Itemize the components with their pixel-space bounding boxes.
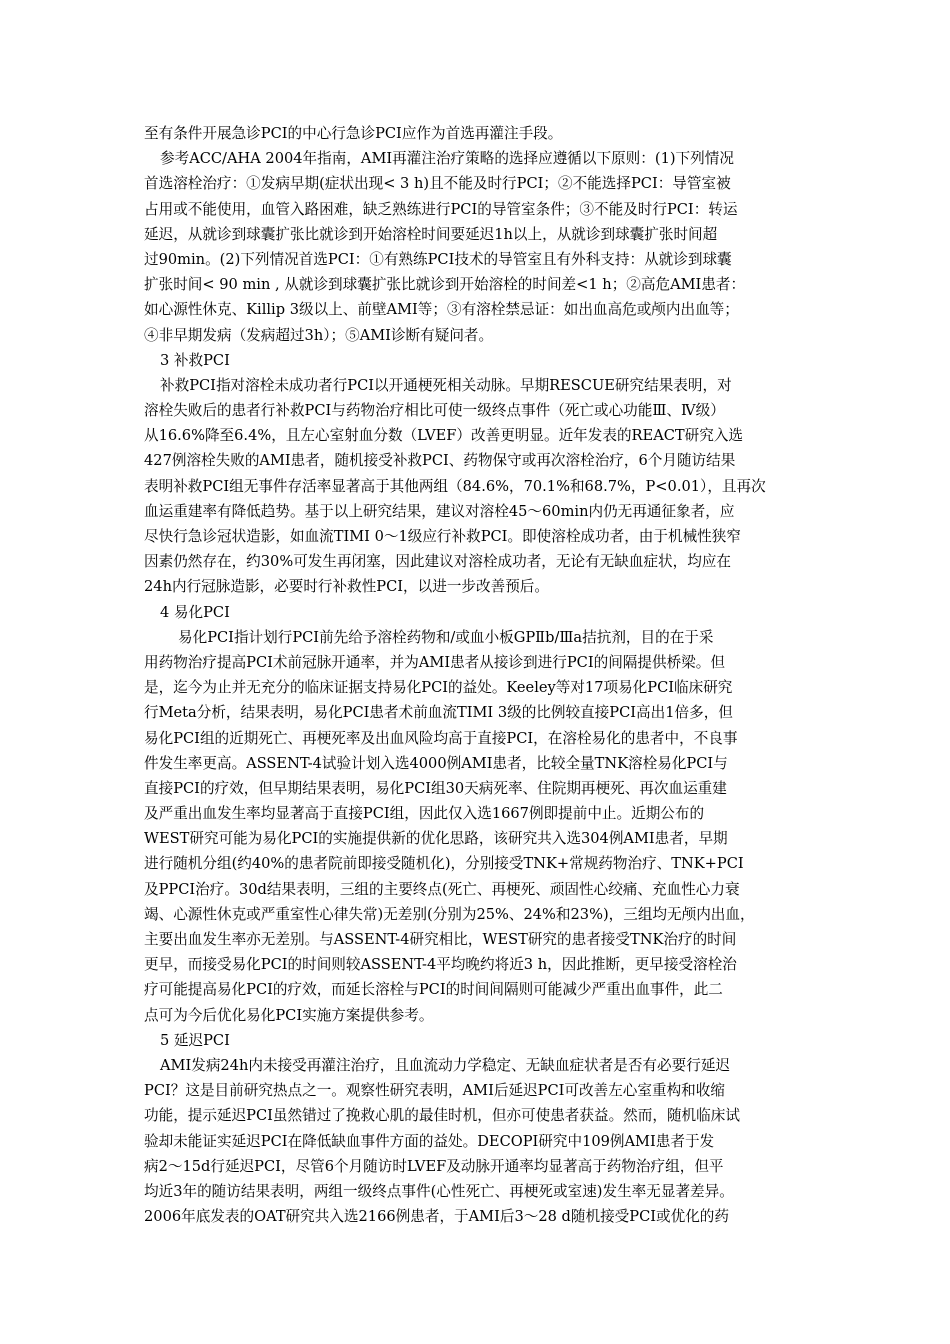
text-line: 2006年底发表的OAT研究共入选2166例患者，于AMI后3～28 d随机接受PCI或优化的药 [144,1208,729,1226]
text-line: AMI发病24h内未接受再灌注治疗，且血流动力学稳定、无缺血症状者是否有必要行延迟 [160,1056,731,1074]
text-line: 及严重出血发生率均显著高于直接PCI组，因此仅入选1667例即提前中止。近期公布的 [144,805,705,823]
text-line: 更早，而接受易化PCI的时间则较ASSENT-4平均晚约将近3 h，因此推断，更早接受溶栓治 [144,956,737,974]
text-line: 主要出血发生率亦无差别。与ASSENT-4研究相比，WEST研究的患者接受TNK治疗的时间 [144,931,737,948]
text-line: 从16.6%降至6.4%，且左心室射血分数（LVEF）改善更明显。近年发表的REACT研究入选 [144,427,744,445]
text-line: 疗可能提高易化PCI的疗效，而延长溶栓与PCI的时间间隔则可能减少严重出血事件，此二 [144,981,723,999]
text-line: 表明补救PCI组无事件存活率显著高于其他两组（84.6%，70.1%和68.7%，P<0.01），且再次 [144,477,766,495]
text-line: 占用或不能使用，血管入路困难，缺乏熟练进行PCI的导管室条件；③不能及时行PCI：转运 [144,200,738,218]
text-line: 扩张时间< 90 min , 从就诊到球囊扩张比就诊到开始溶栓的时间差<1 h；②高危AMI患者： [144,276,746,294]
text-line: 病2～15d行延迟PCI，尽管6个月随访时LVEF及动脉开通率均显著高于药物治疗组，但平 [144,1157,724,1175]
text-line: 验却未能证实延迟PCI在降低缺血事件方面的益处。DECOPI研究中109例AMI患者于发 [144,1132,715,1150]
text-line: 3 补救PCI [160,351,230,369]
text-line: 因素仍然存在，约30%可发生再闭塞，因此建议对溶栓成功者，无论有无缺血症状，均应在 [144,553,732,571]
text-line: 过90min。(2)下列情况首选PCI：①有熟练PCI技术的导管室且有外科支持：从就诊到球囊 [144,250,732,268]
text-line: 24h内行冠脉造影，必要时行补救性PCI，以进一步改善预后。 [144,578,549,596]
text-line: 行Meta分析，结果表明，易化PCI患者术前血流TIMI 3级的比例较直接PCI高出1倍多，但 [144,704,733,722]
text-line: 是，迄今为止并无充分的临床证据支持易化PCI的益处。Keeley等对17项易化PCI临床研究 [144,679,733,697]
text-line: 首选溶栓治疗：①发病早期(症状出现< 3 h)且不能及时行PCI；②不能选择PCI：导管室被 [144,175,731,193]
text-line: 用药物治疗提高PCI术前冠脉开通率，并为AMI患者从接诊到进行PCI的间隔提供桥梁。但 [144,653,725,671]
text-line: 4 易化PCI [160,603,230,621]
text-line: 竭、心源性休克或严重室性心律失常)无差别(分别为25%、24%和23%)，三组均无颅内出血， [144,905,755,923]
text-line: ④非早期发病（发病超过3h）；⑤AMI诊断有疑问者。 [144,326,494,344]
text-line: 功能，提示延迟PCI虽然错过了挽救心肌的最佳时机，但亦可使患者获益。然而，随机临床试 [144,1107,740,1125]
text-line: WEST研究可能为易化PCI的实施提供新的优化思路，该研究共入选304例AMI患者，早期 [144,830,728,848]
text-line: 直接PCI的疗效，但早期结果表明，易化PCI组30天病死率、住院期再梗死、再次血运重建 [144,779,727,797]
text-line: 尽快行急诊冠状造影，如血流TIMI 0～1级应行补救PCI。即使溶栓成功者，由于机械性狭窄 [144,528,741,545]
text-line: 及PPCI治疗。30d结果表明，三组的主要终点(死亡、再梗死、顽固性心绞痛、充血性心力衰 [144,880,740,898]
text-line: 427例溶栓失败的AMI患者，随机接受补救PCI、药物保守或再次溶栓治疗，6个月随访结果 [144,452,736,470]
text-line: 5 延迟PCI [160,1031,230,1049]
text-line: 如心源性休克、Killip 3级以上、前壁AMI等；③有溶栓禁忌证：如出血高危或颅内出血等； [144,301,739,319]
text-line: 均近3年的随访结果表明，两组一级终点事件(心性死亡、再梗死或室速)发生率无显著差异。 [144,1182,734,1200]
text-line: 补救PCI指对溶栓未成功者行PCI以开通梗死相关动脉。早期RESCUE研究结果表明，对 [160,376,732,394]
text-line: 件发生率更高。ASSENT-4试验计划入选4000例AMI患者，比较全量TNK溶栓易化PCI与 [144,754,728,772]
text-line: 进行随机分组(约40%的患者院前即接受随机化)，分别接受TNK+常规药物治疗、TNK+PCI [144,855,744,873]
text-line: 溶栓失败后的患者行补救PCI与药物治疗相比可使一级终点事件（死亡或心功能Ⅲ、Ⅳ级） [144,402,725,420]
text-line: 延迟，从就诊到球囊扩张比就诊到开始溶栓时间要延迟1h以上，从就诊到球囊扩张时间超 [144,225,718,243]
text-line: 点可为今后优化易化PCI实施方案提供参考。 [144,1006,434,1024]
text-line: 易化PCI指计划行PCI前先给予溶栓药物和/或血小板GPⅡb/Ⅲa拮抗剂，目的在于采 [178,628,714,646]
text-line: PCI？这是目前研究热点之一。观察性研究表明，AMI后延迟PCI可改善左心室重构和收缩 [144,1082,725,1100]
text-line: 至有条件开展急诊PCI的中心行急诊PCI应作为首选再灌注手段。 [144,125,563,142]
text-line: 易化PCI组的近期死亡、再梗死率及出血风险均高于直接PCI，在溶栓易化的患者中，不良事 [144,729,738,747]
document-page [144,121,820,1229]
text-line: 参考ACC/AHA 2004年指南，AMI再灌注治疗策略的选择应遵循以下原则：(1)下列情况 [160,150,734,168]
text-line: 血运重建率有降低趋势。基于以上研究结果，建议对溶栓45～60min内仍无再通征象者，应 [144,502,735,520]
